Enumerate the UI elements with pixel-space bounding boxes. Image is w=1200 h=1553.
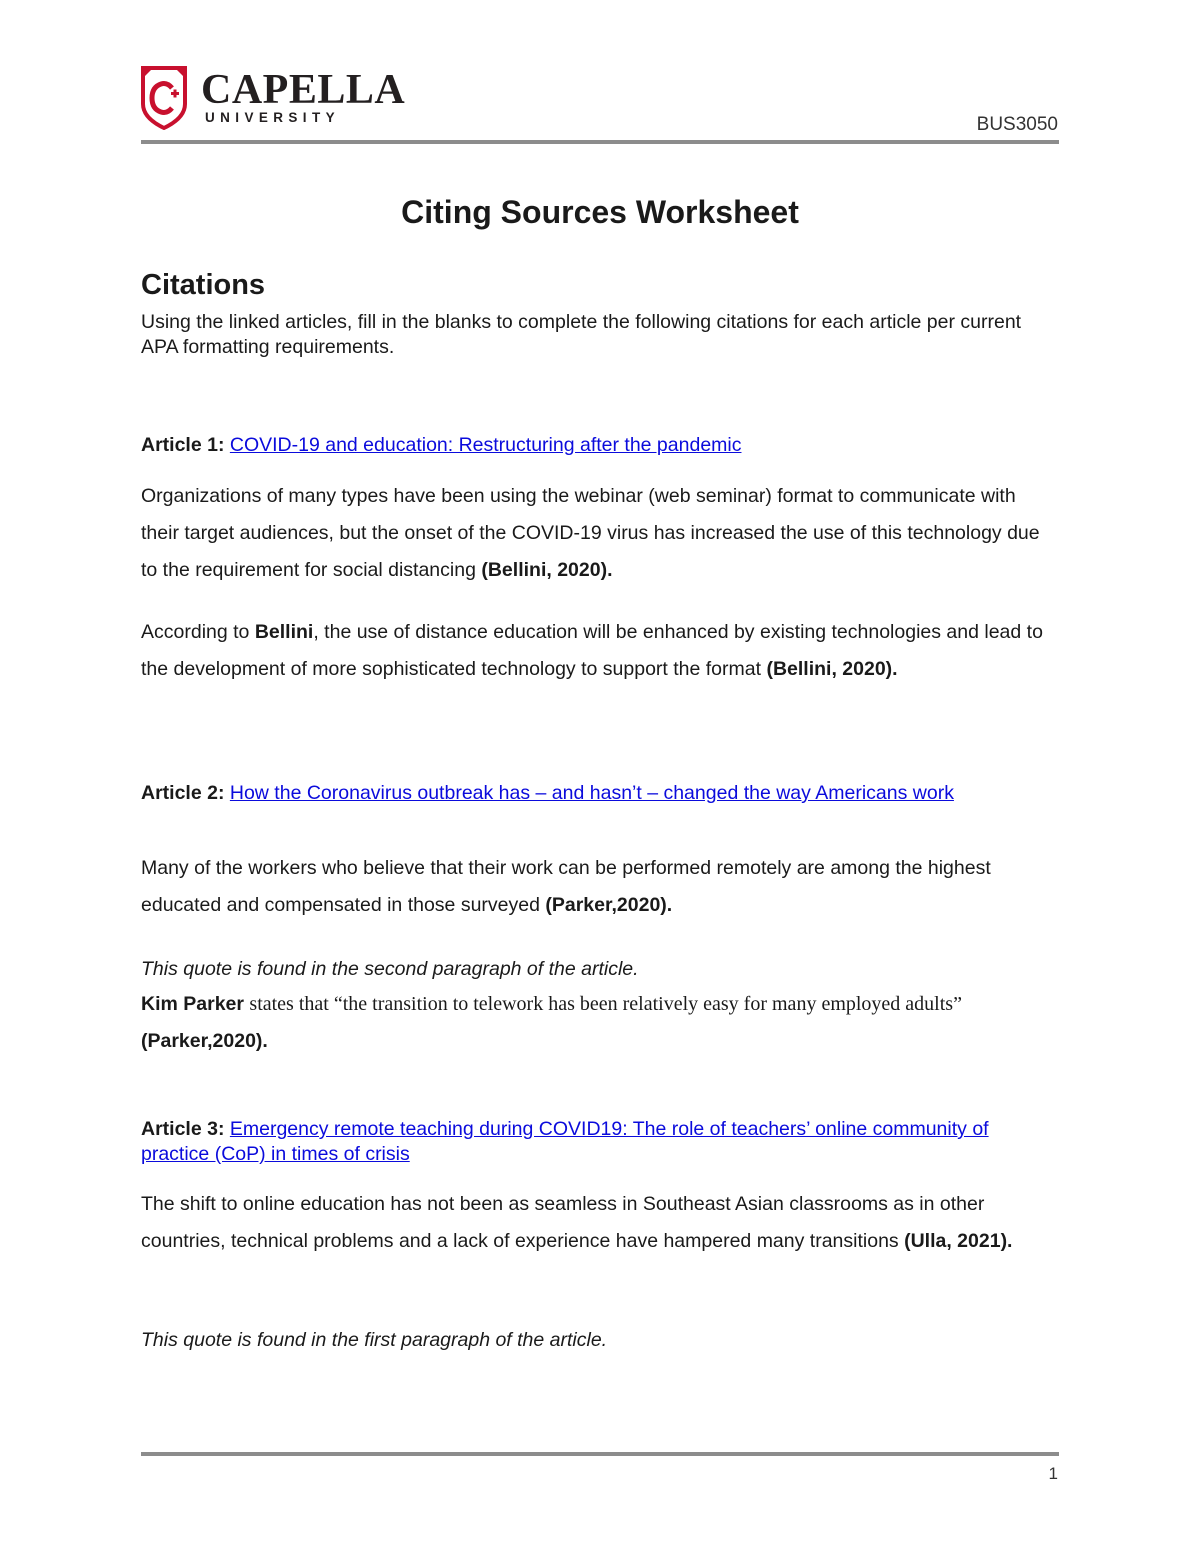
- article-2-paragraph-1: [141, 850, 1059, 924]
- article-2-citation-1: (Parker,2020).: [545, 894, 673, 916]
- article-1-label: Article 1:: [141, 434, 225, 456]
- article-3-paragraph-1: [141, 1186, 1059, 1260]
- article-3-citation-1: (Ulla, 2021).: [904, 1230, 1013, 1252]
- article-3-label: Article 3:: [141, 1118, 225, 1140]
- article-2-quote-author: Kim Parker: [141, 993, 244, 1015]
- article-2-quote-text: states that “the transition to telework has been relatively easy for many employed adults”: [249, 993, 962, 1015]
- footer-divider: [141, 1452, 1059, 1456]
- article-1-citation-1: (Bellini, 2020).: [481, 559, 613, 581]
- course-code: BUS3050: [976, 114, 1058, 135]
- article-2-link[interactable]: How the Coronavirus outbreak has – and hasn’t – changed the way Americans work: [229, 782, 954, 804]
- capella-logo: [141, 66, 431, 132]
- article-1-citation-2: (Bellini, 2020).: [766, 658, 898, 680]
- article-2-label: Article 2:: [141, 782, 225, 804]
- article-2-note: This quote is found in the second paragraph of the article.: [141, 958, 639, 980]
- article-2-citation-2: (Parker,2020).: [141, 1030, 268, 1052]
- header-divider: [141, 140, 1059, 144]
- shield-icon: [141, 66, 187, 130]
- logo-subtitle: UNIVERSITY: [205, 110, 341, 125]
- article-3-link[interactable]: Emergency remote teaching during COVID19: The role of teachers’ online community of practice (CoP) in times of crisis: [141, 1118, 989, 1165]
- article-1-author: Bellini: [254, 621, 314, 643]
- article-1-paragraph-1: [141, 478, 1059, 589]
- article-3-paragraph-1-text: The shift to online education has not been as seamless in Southeast Asian classrooms as in other countries, technical problems and a lack of experience have hampered many transitions: [141, 1193, 985, 1252]
- logo-name: CAPELLA: [201, 67, 406, 113]
- instructions: Using the linked articles, fill in the blanks to complete the following citations for each article per current APA formatting requirements.: [141, 311, 1022, 358]
- page-number: 1: [1048, 1464, 1058, 1483]
- article-1-paragraph-1-text: Organizations of many types have been using the webinar (web seminar) format to communicate with their target audiences, but the onset of the COVID-19 virus has increased the use of this technology due to the requirement for social distancing: [141, 485, 1040, 581]
- article-1-paragraph-2-prefix: According to: [141, 621, 250, 643]
- article-1-paragraph-2-text: , the use of distance education will be enhanced by existing technologies and lead to the development of more sophisticated technology to support the format: [141, 621, 1043, 680]
- document-title: Citing Sources Worksheet: [401, 194, 799, 230]
- article-3-note: This quote is found in the first paragraph of the article.: [141, 1329, 608, 1351]
- article-1-heading: [141, 433, 1059, 458]
- article-2-quote: [141, 986, 1059, 1060]
- section-heading: Citations: [141, 269, 266, 301]
- article-2-paragraph-1-text: Many of the workers who believe that their work can be performed remotely are among the highest educated and compensated in those surveyed: [141, 857, 991, 916]
- article-3-heading: [141, 1117, 1059, 1167]
- article-1-link[interactable]: COVID-19 and education: Restructuring after the pandemic: [229, 434, 742, 456]
- article-2-heading: [141, 781, 1059, 806]
- article-1-paragraph-2: [141, 614, 1059, 688]
